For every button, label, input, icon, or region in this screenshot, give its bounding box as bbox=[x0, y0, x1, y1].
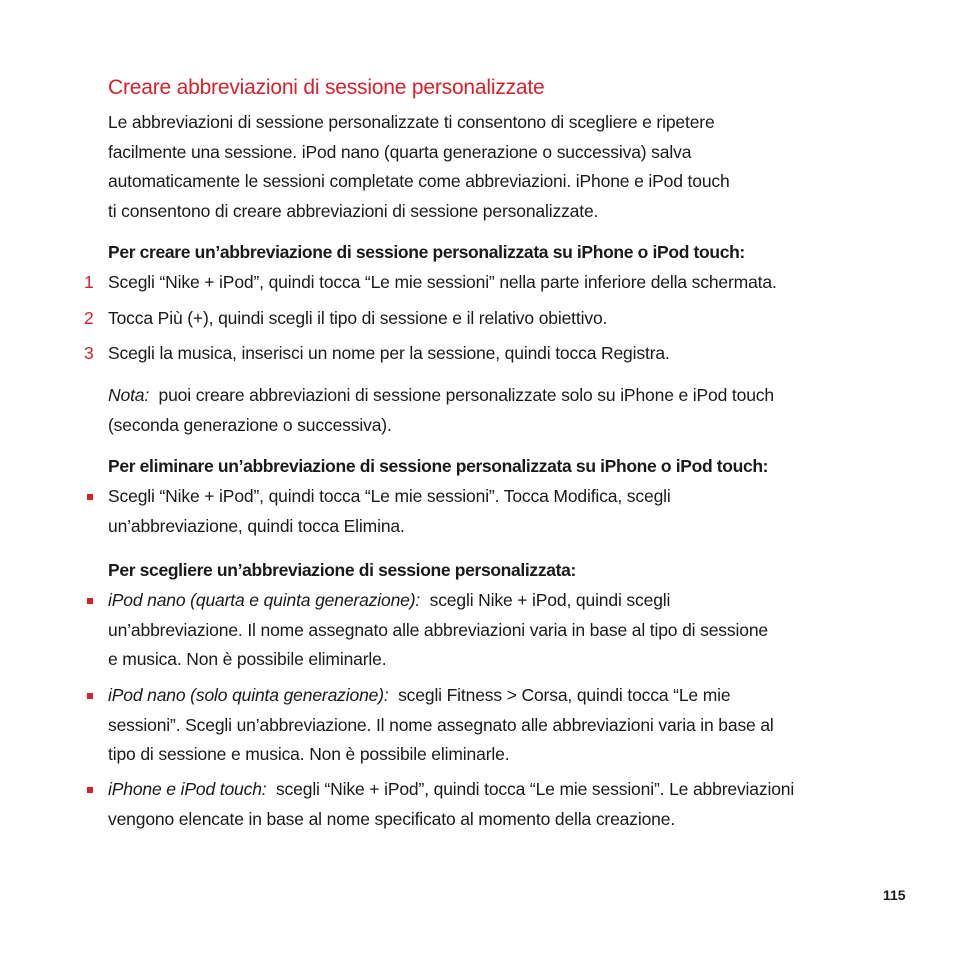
bullet-square-icon bbox=[87, 693, 93, 699]
bullet-line: sessioni”. Scegli un’abbreviazione. Il nome assegnato alle abbreviazioni varia in base al bbox=[108, 714, 774, 735]
choose-subheading: Per scegliere un’abbreviazione di sessione personalizzata: bbox=[108, 560, 576, 580]
bullet-line bbox=[108, 775, 794, 805]
delete-subheading: Per eliminare un’abbreviazione di sessione personalizzata su iPhone o iPod touch: bbox=[108, 456, 769, 476]
bullet-text bbox=[108, 482, 671, 541]
note-line bbox=[108, 381, 774, 411]
bullet-square-icon bbox=[87, 494, 93, 500]
intro-line: automaticamente le sessioni completate come abbreviazioni. iPhone e iPod touch bbox=[108, 171, 730, 192]
create-subheading: Per creare un’abbreviazione di sessione personalizzata su iPhone o iPod touch: bbox=[108, 242, 745, 262]
bullet-line: vengono elencate in base al nome specificato al momento della creazione. bbox=[108, 808, 676, 829]
bullet-square-icon bbox=[87, 598, 93, 604]
step-text: Scegli la musica, inserisci un nome per la sessione, quindi tocca Registra. bbox=[108, 343, 670, 363]
bullet-text bbox=[108, 586, 768, 675]
bullet-text bbox=[108, 775, 794, 834]
bullet-line: tipo di sessione e musica. Non è possibile eliminarle. bbox=[108, 744, 510, 765]
bullet-line: Scegli “Nike + iPod”, quindi tocca “Le mie sessioni”. Tocca Modifica, scegli bbox=[108, 486, 671, 506]
section-heading: Creare abbreviazioni di sessione personalizzate bbox=[108, 76, 545, 99]
bullet-label: iPod nano (solo quinta generazione): bbox=[108, 685, 389, 705]
step-number: 3 bbox=[84, 343, 94, 363]
bullet-line bbox=[108, 586, 768, 616]
bullet-square-icon bbox=[87, 787, 93, 793]
bullet-text bbox=[108, 681, 774, 770]
bullet-first-text: scegli Nike + iPod, quindi scegli bbox=[429, 590, 671, 610]
intro-line: ti consentono di creare abbreviazioni di sessione personalizzate. bbox=[108, 201, 599, 222]
note-text: puoi creare abbreviazioni di sessione personalizzate solo su iPhone e iPod touch bbox=[158, 385, 774, 405]
note-label: Nota: bbox=[108, 385, 150, 405]
intro-paragraph bbox=[108, 108, 868, 227]
bullet-first-text: scegli “Nike + iPod”, quindi tocca “Le mie sessioni”. Le abbreviazioni bbox=[275, 779, 795, 799]
intro-line: facilmente una sessione. iPod nano (quarta generazione o successiva) salva bbox=[108, 141, 692, 162]
bullet-label: iPhone e iPod touch: bbox=[108, 779, 267, 799]
step-number: 1 bbox=[84, 272, 94, 292]
step-text: Tocca Più (+), quindi scegli il tipo di sessione e il relativo obiettivo. bbox=[108, 308, 608, 328]
page-number: 115 bbox=[883, 887, 906, 903]
note-line: (seconda generazione o successiva). bbox=[108, 414, 392, 435]
bullet-label: iPod nano (quarta e quinta generazione): bbox=[108, 590, 421, 610]
intro-line: Le abbreviazioni di sessione personalizzate ti consentono di scegliere e ripetere bbox=[108, 112, 715, 132]
bullet-line: un’abbreviazione. Il nome assegnato alle abbreviazioni varia in base al tipo di sessione bbox=[108, 619, 768, 640]
bullet-line: e musica. Non è possibile eliminarle. bbox=[108, 649, 387, 670]
bullet-first-text: scegli Fitness > Corsa, quindi tocca “Le mie bbox=[398, 685, 731, 705]
bullet-line: un’abbreviazione, quindi tocca Elimina. bbox=[108, 515, 405, 536]
bullet-line bbox=[108, 681, 774, 711]
step-number: 2 bbox=[84, 308, 94, 328]
note-paragraph bbox=[108, 381, 774, 440]
step-text: Scegli “Nike + iPod”, quindi tocca “Le mie sessioni” nella parte inferiore della schermata. bbox=[108, 272, 777, 292]
